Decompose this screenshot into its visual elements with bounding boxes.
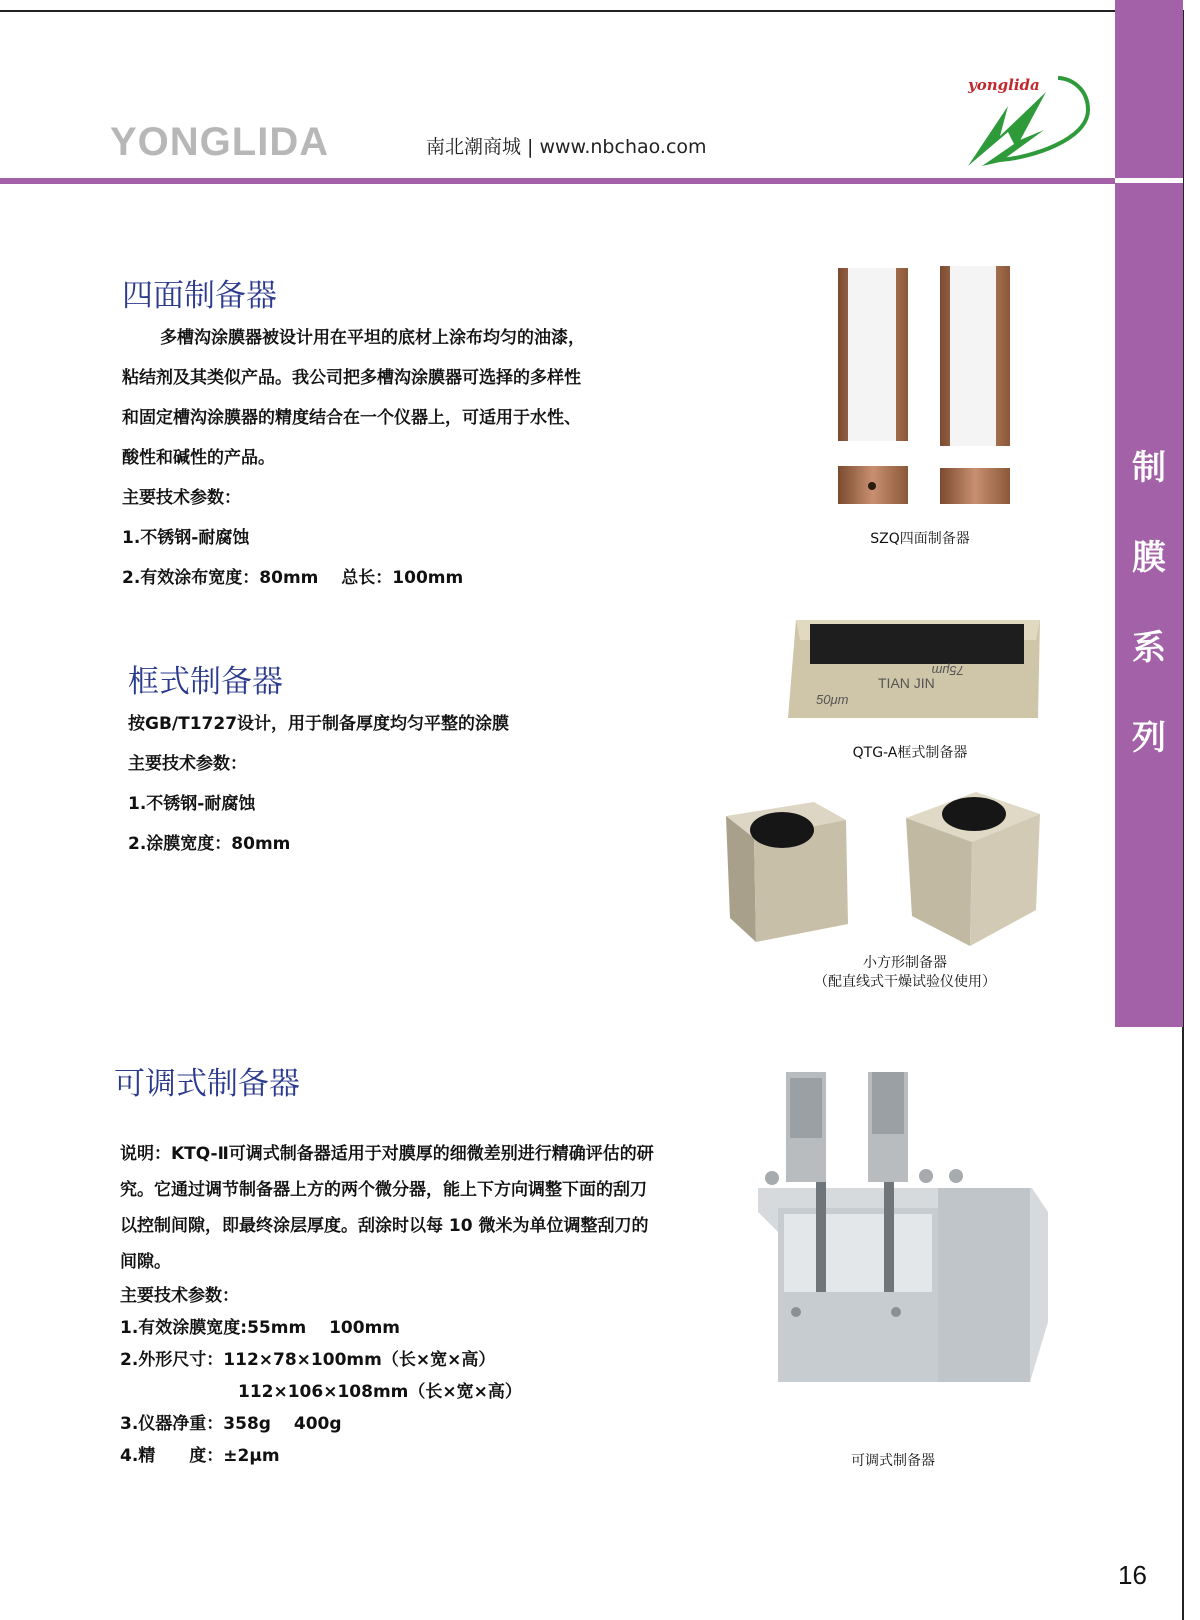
page-number: 16: [1118, 1560, 1147, 1590]
param-item: 1.不锈钢-耐腐蚀: [122, 528, 250, 548]
side-label-char: 膜: [1132, 538, 1166, 578]
param-item: 3.仪器净重：358g 400g: [120, 1414, 342, 1434]
paragraph-line: 间隙。: [120, 1252, 171, 1272]
header-divider: [0, 178, 1115, 184]
paragraph-line: 说明：KTQ-Ⅱ可调式制备器适用于对膜厚的细微差别进行精确评估的研: [120, 1144, 654, 1164]
paragraph-line: 粘结剂及其类似产品。我公司把多槽沟涂膜器可选择的多样性: [122, 368, 581, 388]
side-label-char: 制: [1132, 448, 1166, 488]
caption-line: 小方形制备器: [863, 955, 947, 971]
section1-paragraph: [122, 318, 682, 598]
page-frame-top: [0, 10, 1183, 12]
image-caption: QTG-A框式制备器: [852, 745, 968, 761]
ktq-adjustable-applicator-image: [756, 1072, 1052, 1412]
caption-line: （配直线式干燥试验仪使用）: [814, 974, 996, 990]
logo-text: yonglida: [968, 76, 1040, 94]
paragraph-line: 酸性和碱性的产品。: [122, 448, 275, 468]
section-title-four-sided: 四面制备器: [122, 278, 277, 314]
image-caption: 可调式制备器: [851, 1453, 935, 1469]
section2-body: [128, 704, 688, 864]
paragraph-line: 多槽沟涂膜器被设计用在平坦的底材上涂布均匀的油漆，: [160, 328, 585, 348]
intro-line: 按GB/T1727设计，用于制备厚度均匀平整的涂膜: [128, 714, 510, 734]
small-square-applicator-image: [724, 790, 1044, 946]
params-label: 主要技术参数：: [128, 754, 247, 774]
paragraph-line: 和固定槽沟涂膜器的精度结合在一个仪器上，可适用于水性、: [122, 408, 581, 428]
image-label-75um: 75μm: [931, 663, 964, 678]
section-title-frame: 框式制备器: [128, 664, 283, 700]
param-item: 2.外形尺寸：112×78×100mm（长×宽×高）: [120, 1350, 496, 1370]
image-label-tianjin: TIAN JIN: [878, 675, 935, 691]
side-band: [1115, 0, 1183, 1027]
param-item: 1.有效涂膜宽度:55mm 100mm: [120, 1318, 401, 1338]
paragraph-line: 以控制间隙，即最终涂层厚度。刮涂时以每 10 微米为单位调整刮刀的: [120, 1216, 649, 1236]
side-band-gap: [1115, 178, 1183, 183]
params-label: 主要技术参数：: [120, 1286, 239, 1306]
param-item: 112×106×108mm（长×宽×高）: [238, 1382, 522, 1402]
params-label: 主要技术参数：: [122, 488, 241, 508]
side-label-char: 列: [1132, 718, 1166, 758]
param-item: 2.涂膜宽度：80mm: [128, 834, 291, 854]
section-title-adjustable: 可调式制备器: [114, 1066, 300, 1102]
paragraph-line: 究。它通过调节制备器上方的两个微分器，能上下方向调整下面的刮刀: [120, 1180, 647, 1200]
side-label-char: 系: [1132, 628, 1166, 668]
szq-applicator-image: [836, 236, 1026, 506]
image-caption: SZQ四面制备器: [870, 531, 970, 547]
qtg-frame-applicator-image: [786, 612, 1042, 724]
image-caption-small-square: [790, 954, 1020, 992]
param-item: 4.精 度：±2μm: [120, 1446, 280, 1466]
brand-name: YONGLIDA: [110, 120, 330, 164]
param-item: 2.有效涂布宽度：80mm 总长：100mm: [122, 568, 464, 588]
image-label-50um: 50μm: [816, 692, 849, 707]
site-link[interactable]: 南北潮商城 | www.nbchao.com: [426, 136, 707, 158]
param-item: 1.不锈钢-耐腐蚀: [128, 794, 256, 814]
section3-body: [120, 1136, 750, 1472]
yonglida-logo: [960, 70, 1095, 172]
